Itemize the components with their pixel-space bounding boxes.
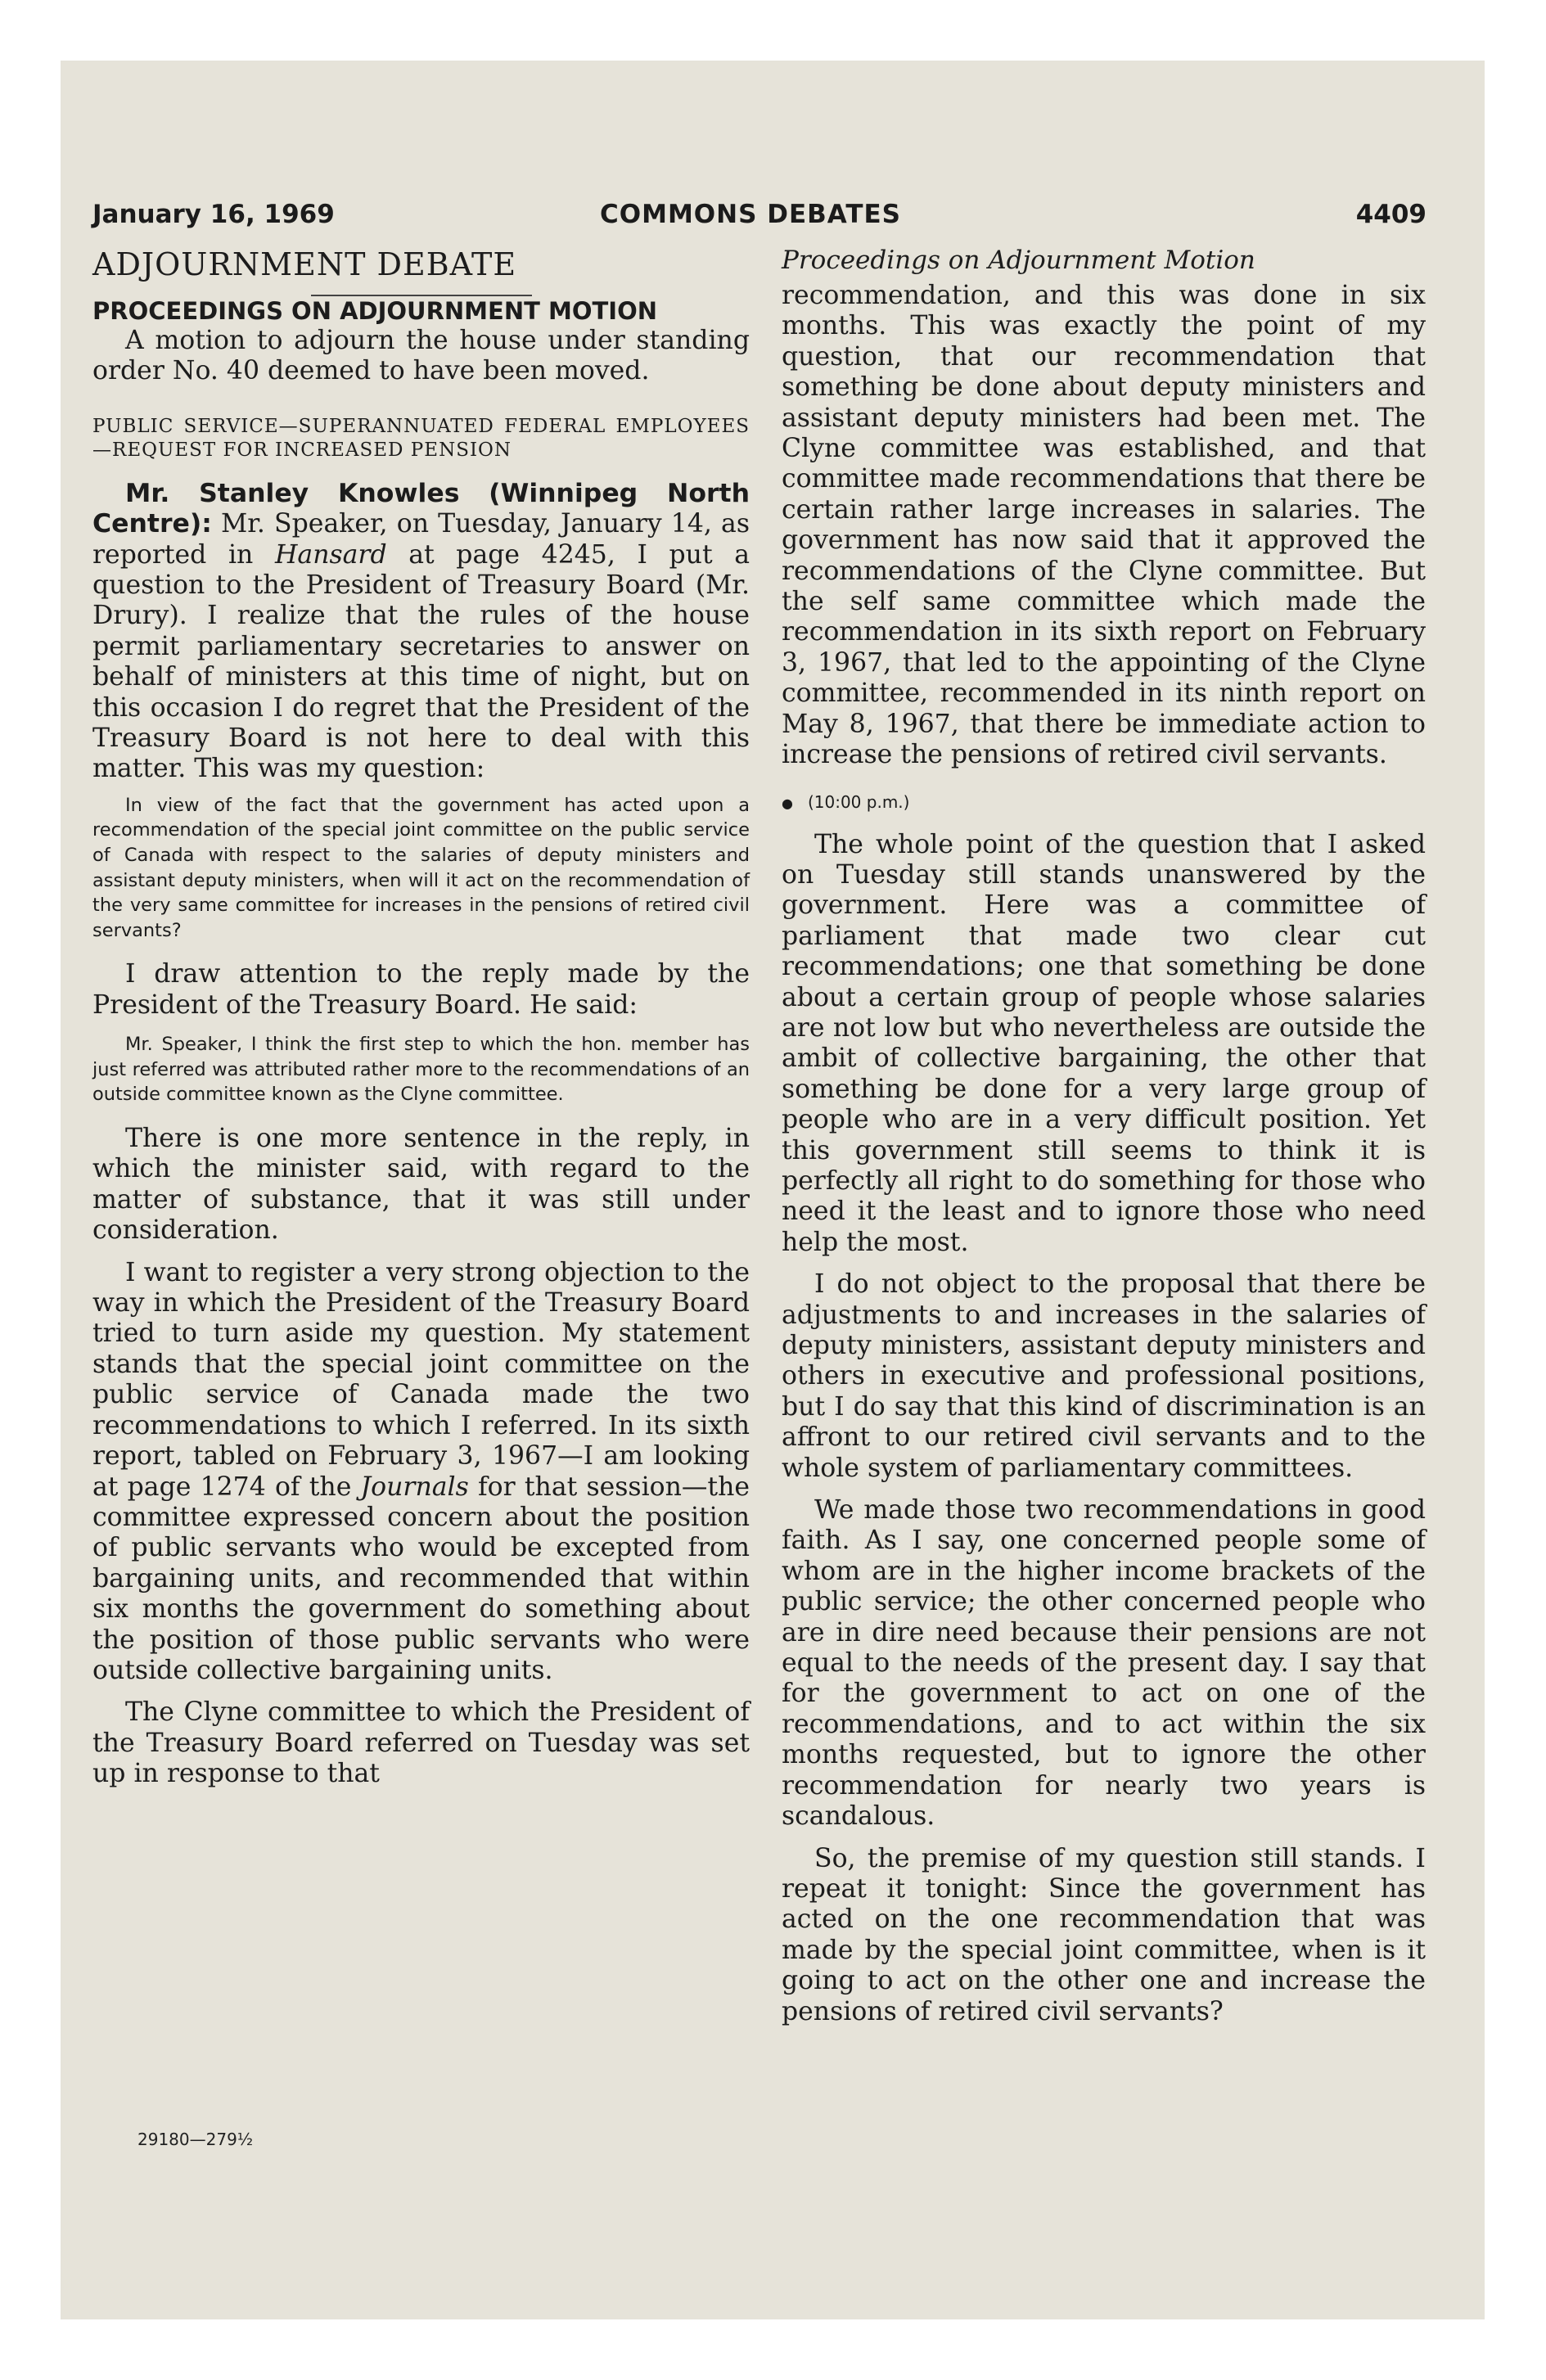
proceedings-title: PROCEEDINGS ON ADJOURNMENT MOTION	[92, 297, 658, 325]
speech-paragraph: There is one more sentence in the reply, in which the minister said, with regard to the matter of substance, that it was still under consideration.	[92, 1124, 750, 1246]
debate-subject: PUBLIC SERVICE—SUPERANNUATED FEDERAL EMPLOYEES—REQUEST FOR INCREASED PENSION	[92, 415, 750, 461]
speech-paragraph	[92, 1258, 750, 1687]
time-stamp	[782, 786, 1426, 820]
speech-paragraph: I do not object to the proposal that there be adjustments to and increases in the salaries of deputy ministers, assistant deputy ministers and others in executive and professional positions, but I do say that this kind of discrimination is an affront to our retired civil servants and to the whole system of parliamentary committees.	[782, 1269, 1426, 1483]
header-date: January 16, 1969	[92, 200, 335, 229]
header-page-number: 4409	[1355, 200, 1427, 229]
speech-paragraph: The Clyne committee to which the President of the Treasury Board referred on Tuesday was set up in response to that	[92, 1697, 750, 1789]
speech-text: I want to register a very strong objection to the way in which the President of the Treasury Board tried to turn aside my question. My statement stands that the special joint committee on the public service of Canada made the two recommendations to which I referred. In its sixth report, tabled on February 3, 1967—I am looking at page 1274 of the	[92, 1257, 750, 1502]
page-header	[92, 200, 1427, 241]
speech-paragraph	[92, 479, 750, 785]
journals-ref: Journals	[360, 1472, 469, 1502]
speaker-name: Mr. Stanley Knowles (Winnipeg North Centre):	[92, 478, 750, 539]
print-code: 29180—279½	[137, 2130, 254, 2149]
speech-text: for that session—the committee expressed concern about the position of public servants who would be excepted from bargaining units, and recommended that within six months the government do something about the position of those public servants who were outside collective bargaining units.	[92, 1472, 750, 1685]
quoted-question: In view of the fact that the government has acted upon a recommendation of the special joint committee on the public service of Canada with respect to the salaries of deputy ministers and assistant deputy ministers, when will it act on the recommendation of the very same committee for increases in the pensions of retired civil servants?	[92, 794, 750, 941]
running-head: Proceedings on Adjournment Motion	[782, 246, 1255, 275]
speech-text: Mr. Speaker, on Tuesday, January 14, as reported in	[92, 509, 750, 570]
quoted-reply: Mr. Speaker, I think the first step to which the hon. member has just referred was attributed rather more to the recommendations of an outside committee known as the Clyne committee.	[92, 1034, 750, 1106]
speech-paragraph: recommendation, and this was done in six months. This was exactly the point of my question, that our recommendation that something be done about deputy ministers and assistant deputy ministers had been met. The Clyne committee was established, and that committee made recommendations that there be certain rather large increases in salaries. The government has now said that it approved the recommendations of the Clyne committee. But the self same committee which made the recommendation in its sixth report on February 3, 1967, that led to the appointing of the Clyne committee, recommended in its ninth report on May 8, 1967, that there be immediate action to increase the pensions of retired civil servants.	[782, 281, 1426, 770]
time-stamp-text: (10:00 p.m.)	[807, 791, 910, 812]
speech-paragraph: I draw attention to the reply made by the President of the Treasury Board. He said:	[92, 959, 750, 1020]
hansard-ref: Hansard	[274, 539, 387, 570]
right-column	[782, 246, 1426, 2039]
left-column	[92, 246, 750, 1801]
motion-note: A motion to adjourn the house under standing order No. 40 deemed to have been moved.	[92, 326, 750, 386]
speech-text: at page 4245, I put a question to the President of Treasury Board (Mr. Drury). I realize that the rules of the house permit parliamentary secretaries to answer on behalf of ministers at this time of night, but on this occasion I do regret that the President of the Treasury Board is not here to deal with this matter. This was my question:	[92, 539, 750, 784]
speech-paragraph: The whole point of the question that I asked on Tuesday still stands unanswered by the government. Here was a committee of parliament that made two clear cut recommendations; one that something be done about a certain group of people whose salaries are not low but who nevertheless are outside the ambit of collective bargaining, the other that something be done for a very large group of people who are in a very difficult position. Yet this government still seems to think it is perfectly all right to do something for those who need it the least and to ignore those who need help the most.	[782, 829, 1426, 1257]
speech-paragraph: So, the premise of my question still stands. I repeat it tonight: Since the government has acted on the one recommendation that was made by the special joint committee, when is it going to act on the other one and increase the pensions of retired civil servants?	[782, 1843, 1426, 2026]
debate-title: ADJOURNMENT DEBATE	[92, 246, 517, 282]
header-publication: COMMONS DEBATES	[600, 200, 901, 229]
speech-paragraph: We made those two recommendations in good faith. As I say, one concerned people some of whom are in the higher income brackets of the public service; the other concerned people who are in dire need because their pensions are not equal to the needs of the present day. I say that for the government to act on one of the recommendations, and to act within the six months requested, but to ignore the other recommendation for nearly two years is scandalous.	[782, 1495, 1426, 1832]
bullet-icon: ●	[782, 795, 793, 811]
